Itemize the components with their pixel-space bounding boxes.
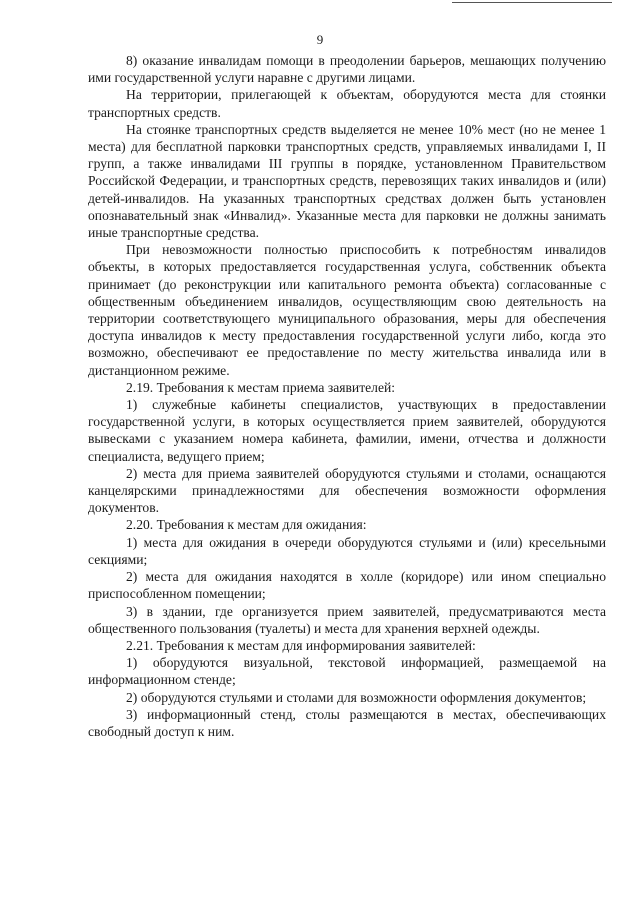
- document-body: [88, 52, 606, 740]
- paragraph-parking-area: На территории, прилегающей к объектам, оборудуются места для стоянки транспортных средств.: [88, 87, 606, 120]
- paragraph-2-21-item-2: 2) оборудуются стульями и столами для возможности оформления документов;: [126, 689, 587, 705]
- paragraph-2-20-item-1: 1) места для ожидания в очереди оборудуются стульями и (или) кресельными секциями;: [88, 534, 606, 567]
- paragraph-2-19-item-1: 1) служебные кабинеты специалистов, участвующих в предоставлении государственной услуги, в которых осуществляется прием заявителей, оборудуются вывесками с указанием номера кабинета, фамилии, имени, отчества и должности специалиста, ведущего прием;: [88, 397, 606, 464]
- section-heading-2-20: 2.20. Требования к местам для ожидания:: [126, 517, 367, 533]
- paragraph-2-21-item-1: 1) оборудуются визуальной, текстовой информацией, размещаемой на информационном стенде;: [88, 655, 606, 688]
- paragraph-item-8: 8) оказание инвалидам помощи в преодолении барьеров, мешающих получению ими государственной услуги наравне с другими лицами.: [88, 53, 606, 86]
- top-rule: [452, 2, 612, 3]
- paragraph-2-21-item-3: 3) информационный стенд, столы размещаются в местах, обеспечивающих свободный доступ к ним.: [88, 706, 606, 739]
- paragraph-2-19-item-2: 2) места для приема заявителей оборудуются стульями и столами, оснащаются канцелярскими принадлежностями для обеспечения возможности оформления документов.: [88, 465, 606, 516]
- paragraph-accessibility-measures: При невозможности полностью приспособить к потребностям инвалидов объекты, в которых предоставляется государственная услуга, собственник объекта принимает (до реконструкции или капитального ремонта объекта) согласованные с общественным объединением инвалидов, осуществляющим свою деятельность на территории соответствующего муниципального образования, меры для обеспечения доступа инвалидов к месту предоставления государственной услуги либо, когда это возможно, обеспечивают ее предоставление по месту жительства инвалида или в дистанционном режиме.: [88, 242, 606, 378]
- page-number: 9: [316, 32, 324, 47]
- paragraph-2-20-item-3: 3) в здании, где организуется прием заявителей, предусматриваются места общественного пользования (туалеты) и места для хранения верхней одежды.: [88, 603, 606, 636]
- paragraph-2-20-item-2: 2) места для ожидания находятся в холле (коридоре) или ином специально приспособленном помещении;: [88, 569, 606, 602]
- paragraph-disabled-parking: На стоянке транспортных средств выделяется не менее 10% мест (но не менее 1 места) для бесплатной парковки транспортных средств, управляемых инвалидами I, II групп, а также инвалидами III группы в порядке, установленном Правительством Российской Федерации, и транспортных средств, перевозящих таких инвалидов и (или) детей-инвалидов. На указанных транспортных средствах должен быть установлен опознавательный знак «Инвалид». Указанные места для парковки не должны занимать иные транспортные средства.: [88, 121, 606, 241]
- section-heading-2-19: 2.19. Требования к местам приема заявителей:: [126, 379, 396, 395]
- section-heading-2-21: 2.21. Требования к местам для информирования заявителей:: [126, 637, 476, 653]
